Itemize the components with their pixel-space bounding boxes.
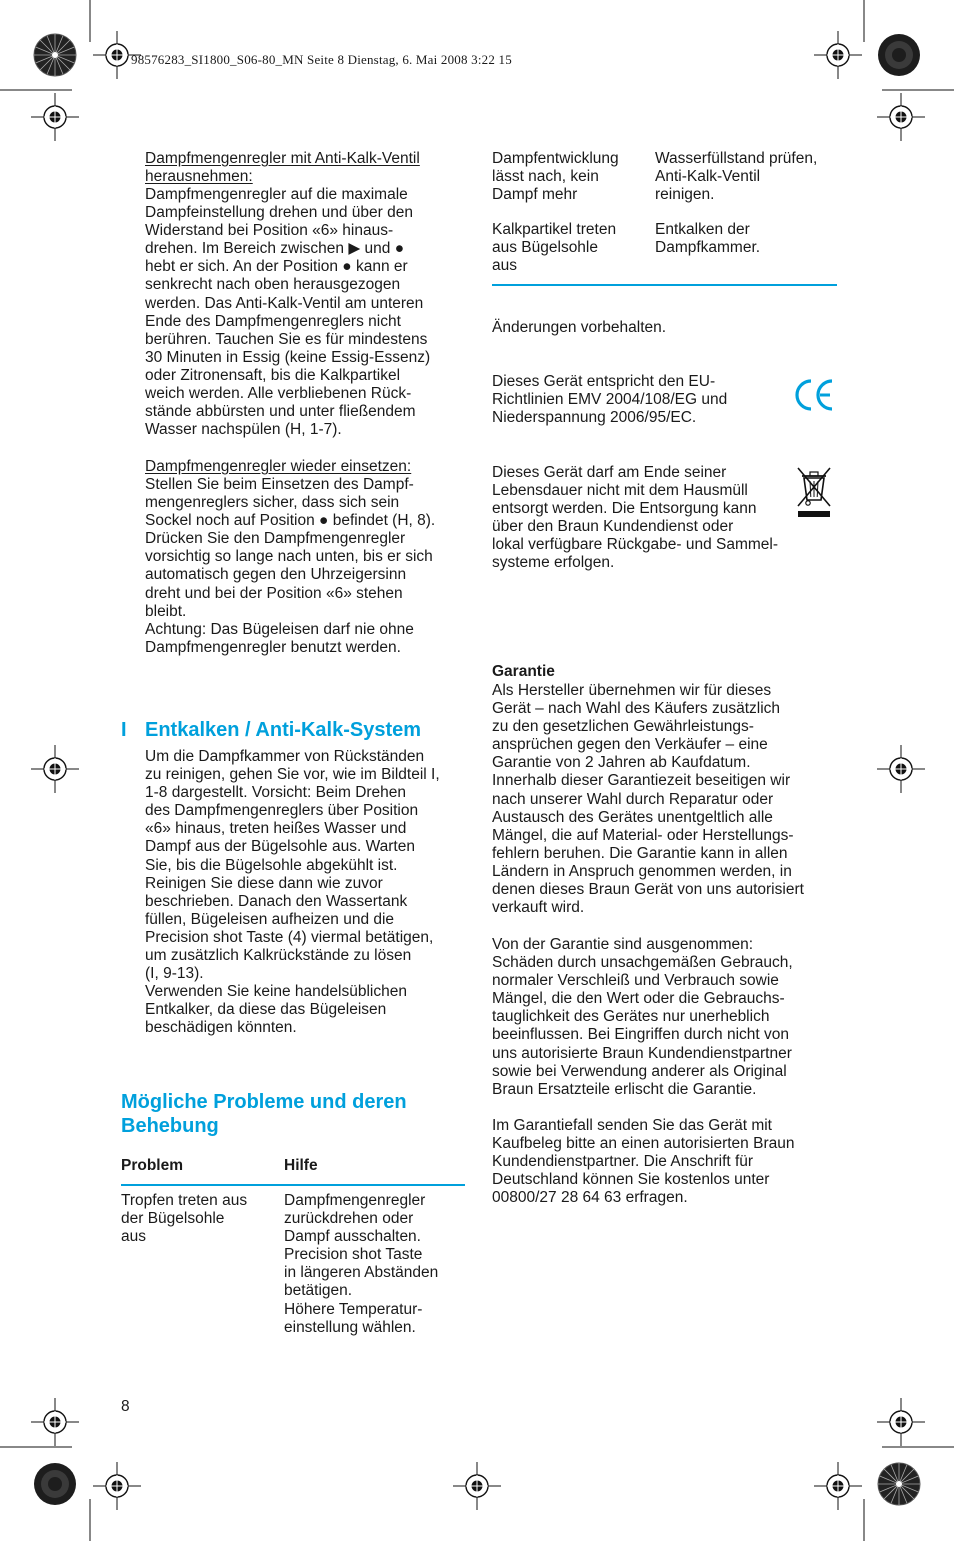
table-row-help: Wasserfüllstand prüfen, Anti-Kalk-Ventil reinigen. [655, 150, 818, 204]
warranty-title: Garantie [492, 663, 555, 680]
ce-mark-icon [794, 377, 836, 413]
section-title-troubleshooting: Mögliche Probleme und deren Behebung [121, 1091, 407, 1137]
table-row-problem: Tropfen treten aus der Bügelsohle aus [121, 1192, 248, 1246]
warranty-paragraph-2: Von der Garantie sind ausgenommen: Schäden durch unsachgemäßen Gebrauch, normaler Verschleiß und Verbrauch sowie Mängel, die den Wert oder die Gebrauchs- tauglichkeit des Gerätes nur unerheblich beeinflussen. Bei Eingriffen durch nicht von uns autorisierte Braun Kundendienstpartner sowie bei Verwendung anderer als Original Braun Ersatzteile erlischt die Garantie. [492, 936, 793, 1098]
table-end-rule [492, 284, 837, 286]
table-row-help: Entkalken der Dampfkammer. [655, 221, 761, 257]
warranty-paragraph-1: Als Hersteller übernehmen wir für dieses Gerät – nach Wahl des Käufers zusätzlich zu den gesetzlichen Gewährleistungs- ansprüchen gegen den Verkäufer – eine Garantie von 2 Jahren ab Kaufdatum. Innerhalb dieser Garantiezeit beseitigen wir nach unserer Wahl durch Reparatur oder Austausch des Gerätes unentgeltlich alle Mängel, die auf Material- oder Herstellungs- fehlern beruhen. Die Garantie kann in allen Ländern in Anspruch genommen werden, in denen dieses Braun Gerät von uns autorisiert verkauft wird. [492, 682, 804, 917]
table-row-help: Dampfmengenregler zurückdrehen oder Dampf ausschalten. Precision shot Taste in längeren Abständen betätigen. Höhere Temperatur- einstellung wählen. [284, 1192, 439, 1336]
ce-conformity-text: Dieses Gerät entspricht den EU- Richtlinien EMV 2004/108/EG und Niederspannung 2006/95/EC. [492, 373, 728, 427]
table-header-rule [121, 1184, 465, 1186]
crossed-bin-icon [796, 466, 832, 522]
weee-disposal-text: Dieses Gerät darf am Ende seiner Lebensdauer nicht mit dem Hausmüll entsorgt werden. Die Entsorgung kann über den Braun Kundendienst oder lokal verfügbare Rückgabe- und Sammel- systeme erfolgen. [492, 464, 779, 572]
table-row-problem: Kalkpartikel treten aus Bügelsohle aus [492, 221, 617, 275]
print-slug: 98576283_SI1800_S06-80_MN Seite 8 Dienstag, 6. Mai 2008 3:22 15 [131, 52, 512, 67]
section-heading-reinsert-regulator: Dampfmengenregler wieder einsetzen: [145, 458, 412, 475]
table-row-problem: Dampfentwicklung lässt nach, kein Dampf mehr [492, 150, 619, 204]
section-letter: I [121, 719, 127, 741]
page-number: 8 [121, 1398, 130, 1415]
changes-note: Änderungen vorbehalten. [492, 319, 667, 336]
section-heading-remove-regulator: Dampfmengenregler mit Anti-Kalk-Ventil herausnehmen: [145, 150, 420, 186]
table-header-help: Hilfe [284, 1157, 318, 1174]
section-body-remove-regulator: Dampfmengenregler auf die maximale Dampfeinstellung drehen und über den Widerstand bei Position «6» hinaus- drehen. Im Bereich zwischen ▶ und ● hebt er sich. An der Position ● kann er senkrecht nach oben herausgezogen werden. Das Anti-Kalk-Ventil am unteren Ende des Dampfmengenreglers nicht berühren. Tauchen Sie es für mindestens 30 Minuten in Essig (keine Essig-Essenz) oder Zitronensaft, bis die Kalkpartikel weich werden. Alle verbliebenen Rück- stände abbürsten und unter fließendem Wasser nachspülen (H, 1-7). [145, 186, 431, 439]
section-body-reinsert-regulator: Stellen Sie beim Einsetzen des Dampf- mengenreglers sicher, dass sich sein Sockel noch auf Position ● befindet (H, 8). Drücken Sie den Dampfmengenregler vorsichtig so lange nach unten, bis er sich automatisch gegen den Uhrzeigersinn dreht und bei der Position «6» stehen bleibt. Achtung: Das Bügeleisen darf nie ohne Dampfmengenregler benutzt werden. [145, 476, 436, 656]
section-body-descaling: Um die Dampfkammer von Rückständen zu reinigen, gehen Sie vor, wie im Bildteil I, 1-8 dargestellt. Vorsicht: Beim Drehen des Dampfmengenreglers über Position «6» hinaus, treten heißes Wasser und Dampf aus der Bügelsohle aus. Warten Sie, bis die Bügelsohle abgekühlt ist. Reinigen Sie diese dann wie zuvor beschrieben. Danach den Wassertank füllen, Bügeleisen aufheizen und die Precision shot Taste (4) viermal betätigen, um zusätzlich Kalkrückstände zu lösen (I, 9-13). Verwenden Sie keine handelsüblichen Entkalker, da diese das Bügeleisen beschädigen könnten. [145, 748, 440, 1037]
warranty-paragraph-3: Im Garantiefall senden Sie das Gerät mit Kaufbeleg bitte an einen autorisierten Braun Kundendienstpartner. Die Anschrift für Deutschland können Sie kostenlos unter 00800/27 28 64 63 erfragen. [492, 1117, 795, 1207]
section-title-descaling: Entkalken / Anti-Kalk-System [145, 719, 422, 741]
table-header-problem: Problem [121, 1157, 184, 1174]
